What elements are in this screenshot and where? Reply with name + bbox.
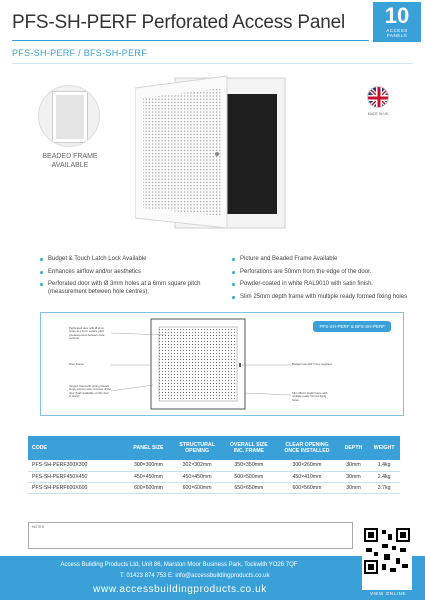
table-cell: PFS-SH-PERF300X300 (28, 460, 125, 471)
column-header: CLEAR OPENING ONCE INSTALLED (275, 436, 338, 460)
beaded-frame-label: BEADED FRAME AVAILABLE (42, 153, 98, 169)
annotation-lock: Budget lock with T-Key supplied (292, 362, 332, 366)
table-cell: 450×450mm (172, 471, 223, 482)
table-cell: 450×450mm (125, 471, 172, 482)
column-header: DEPTH (339, 436, 369, 460)
table-cell: 300×260mm (275, 460, 338, 471)
section-badge (373, 2, 421, 42)
company-address: Access Building Products Ltd, Unit 86, Marston Moor Business Park, Tockwith YO26 7QF (60, 562, 298, 568)
product-subtitle: PFS-SH-PERF / BFS-SH-PERF (12, 48, 148, 58)
table-cell: 650×650mm (222, 482, 275, 493)
feature-item: Perforated door with Ø 3mm holes at a 6mm square pitch (measurement between hole centres). (40, 281, 215, 296)
annotation-hinge: Hinged, fitted with spring loaded hinge pins for easy removal of the door (both available on this door in stock) (69, 384, 111, 399)
badge-line-2: PANELS (386, 33, 408, 38)
table-cell: 600×600mm (172, 482, 223, 493)
beaded-frame-inset-image (38, 85, 100, 147)
qr-code-icon (362, 526, 412, 576)
table-cell: 3.7kg (368, 482, 400, 493)
column-header: WEIGHT (368, 436, 400, 460)
table-cell: 350×350mm (222, 460, 275, 471)
table-cell: 450×410mm (275, 471, 338, 482)
table-cell: 600×560mm (275, 482, 338, 493)
feature-item: Budget & Touch Latch Lock Available (40, 256, 215, 264)
product-photo (135, 72, 295, 232)
features-list-left (40, 256, 215, 301)
page-title: PFS-SH-PERF Perforated Access Panel (12, 12, 346, 33)
column-header: OVERALL SIZE INC. FRAME (222, 436, 275, 460)
column-header: PANEL SIZE (125, 436, 172, 460)
table-cell: PFS-SH-PERF450X450 (28, 471, 125, 482)
header-divider (12, 40, 369, 41)
table-header-row (28, 436, 400, 460)
company-contact[interactable]: T: 01423 874 753 E: info@accessbuildingproducts.co.uk (120, 573, 270, 579)
view-online-label: VIEW ONLINE (369, 591, 407, 596)
feature-item: Slim 25mm depth frame with multiple ready formed fixing holes (232, 294, 412, 302)
beaded-frame-detail (53, 92, 87, 142)
subtitle-divider (12, 63, 413, 64)
table-cell: 500×500mm (222, 471, 275, 482)
badge-number: 10 (384, 3, 410, 28)
specification-table (28, 436, 400, 494)
table-row (28, 460, 400, 471)
column-header: STRUCTURAL OPENING (172, 436, 223, 460)
company-website-link[interactable]: www.accessbuildingproducts.co.uk (93, 584, 267, 595)
feature-item: Perforations are 50mm from the edge of the door. (232, 269, 412, 277)
table-row (28, 482, 400, 493)
table-cell: 300×300mm (125, 460, 172, 471)
model-tag: PFS-SH-PERF & BFS-SH-PERF (313, 321, 391, 332)
table-cell: 2.4kg (368, 471, 400, 482)
table-cell: 302×302mm (172, 460, 223, 471)
notes-box[interactable] (28, 522, 353, 549)
annotation-perforated-door: Perforated door with Ø 3mm holes at a 6mm square pitch (measurement between hole centres) (69, 326, 105, 341)
table-cell: 30mm (339, 471, 369, 482)
feature-item: Enhances airflow and/or aesthetics (40, 269, 215, 277)
table-row (28, 471, 400, 482)
badge-line-1: ACCESS (386, 28, 408, 33)
features-list-right (232, 256, 412, 306)
annotation-door-frame: Door Frame (69, 362, 84, 366)
notes-label: NOTES (32, 525, 45, 529)
uk-flag-icon (367, 86, 389, 108)
table-cell: 1.4kg (368, 460, 400, 471)
annotation-frame-depth: Slim 25mm depth frame with multiple ready formed fixing holes (292, 391, 328, 402)
table-cell: 30mm (339, 460, 369, 471)
feature-item: Picture and Beaded Frame Available (232, 256, 412, 264)
qr-code[interactable] (362, 524, 412, 590)
feature-item: Powder-coated in white RAL9010 with satin finish. (232, 281, 412, 289)
table-cell: 600×600mm (125, 482, 172, 493)
column-header: CODE (28, 436, 125, 460)
technical-diagram (40, 312, 404, 416)
table-cell: 30mm (339, 482, 369, 493)
made-in-uk-caption: MADE IN UK (367, 112, 389, 116)
table-cell: PFS-SH-PERF600X600 (28, 482, 125, 493)
